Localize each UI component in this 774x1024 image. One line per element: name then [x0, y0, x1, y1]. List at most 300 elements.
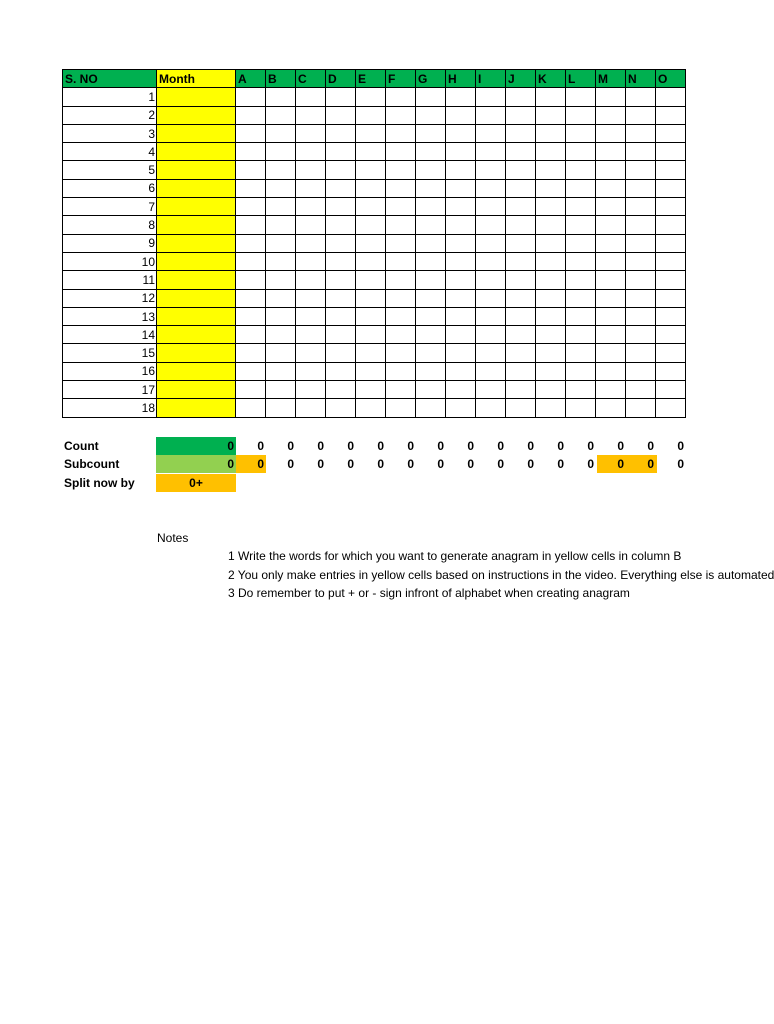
letter-cell[interactable] [296, 271, 326, 289]
letter-cell[interactable] [596, 381, 626, 399]
letter-cell[interactable] [506, 344, 536, 362]
letter-cell[interactable] [536, 307, 566, 325]
letter-cell[interactable] [356, 344, 386, 362]
letter-cell[interactable] [446, 234, 476, 252]
count-value[interactable]: 0 [497, 439, 504, 453]
letter-cell[interactable] [476, 326, 506, 344]
letter-cell[interactable] [236, 234, 266, 252]
letter-cell[interactable] [356, 161, 386, 179]
letter-cell[interactable] [296, 344, 326, 362]
letter-cell[interactable] [296, 381, 326, 399]
letter-cell[interactable] [656, 234, 686, 252]
letter-cell[interactable] [626, 234, 656, 252]
letter-cell[interactable] [506, 381, 536, 399]
month-input-cell[interactable] [157, 88, 236, 106]
letter-cell[interactable] [296, 399, 326, 417]
letter-cell[interactable] [506, 362, 536, 380]
letter-cell[interactable] [416, 326, 446, 344]
letter-cell[interactable] [596, 344, 626, 362]
letter-cell[interactable] [386, 271, 416, 289]
letter-cell[interactable] [476, 88, 506, 106]
letter-cell[interactable] [416, 143, 446, 161]
letter-cell[interactable] [356, 143, 386, 161]
letter-cell[interactable] [416, 88, 446, 106]
letter-cell[interactable] [566, 307, 596, 325]
letter-cell[interactable] [536, 216, 566, 234]
letter-header[interactable]: J [506, 70, 536, 88]
letter-cell[interactable] [296, 326, 326, 344]
letter-cell[interactable] [626, 106, 656, 124]
letter-cell[interactable] [266, 326, 296, 344]
letter-cell[interactable] [266, 161, 296, 179]
sno-cell[interactable]: 18 [63, 399, 157, 417]
letter-cell[interactable] [386, 399, 416, 417]
subcount-value[interactable]: 0 [257, 457, 264, 471]
letter-cell[interactable] [626, 124, 656, 142]
letter-cell[interactable] [416, 307, 446, 325]
letter-cell[interactable] [566, 88, 596, 106]
sno-cell[interactable]: 2 [63, 106, 157, 124]
subcount-value[interactable]: 0 [557, 457, 564, 471]
subcount-value[interactable]: 0 [287, 457, 294, 471]
letter-cell[interactable] [326, 399, 356, 417]
letter-cell[interactable] [296, 106, 326, 124]
letter-cell[interactable] [596, 161, 626, 179]
letter-cell[interactable] [266, 216, 296, 234]
letter-cell[interactable] [296, 143, 326, 161]
letter-cell[interactable] [296, 88, 326, 106]
letter-cell[interactable] [326, 106, 356, 124]
letter-cell[interactable] [476, 106, 506, 124]
month-input-cell[interactable] [157, 271, 236, 289]
month-input-cell[interactable] [157, 106, 236, 124]
letter-header[interactable]: A [236, 70, 266, 88]
letter-cell[interactable] [356, 326, 386, 344]
letter-cell[interactable] [596, 252, 626, 270]
month-input-cell[interactable] [157, 179, 236, 197]
letter-cell[interactable] [446, 88, 476, 106]
letter-cell[interactable] [296, 362, 326, 380]
letter-header[interactable]: C [296, 70, 326, 88]
letter-header[interactable]: I [476, 70, 506, 88]
letter-cell[interactable] [626, 381, 656, 399]
sno-cell[interactable]: 1 [63, 88, 157, 106]
letter-cell[interactable] [266, 143, 296, 161]
letter-cell[interactable] [656, 198, 686, 216]
letter-cell[interactable] [656, 124, 686, 142]
letter-cell[interactable] [326, 161, 356, 179]
letter-cell[interactable] [326, 307, 356, 325]
letter-cell[interactable] [416, 362, 446, 380]
letter-cell[interactable] [566, 381, 596, 399]
letter-header[interactable]: H [446, 70, 476, 88]
letter-cell[interactable] [266, 124, 296, 142]
sno-cell[interactable]: 15 [63, 344, 157, 362]
subcount-value[interactable]: 0 [407, 457, 414, 471]
sno-cell[interactable]: 9 [63, 234, 157, 252]
letter-cell[interactable] [266, 179, 296, 197]
letter-cell[interactable] [506, 289, 536, 307]
letter-cell[interactable] [446, 143, 476, 161]
month-input-cell[interactable] [157, 124, 236, 142]
letter-cell[interactable] [386, 326, 416, 344]
letter-cell[interactable] [536, 381, 566, 399]
letter-cell[interactable] [236, 179, 266, 197]
letter-cell[interactable] [476, 381, 506, 399]
subcount-value[interactable]: 0 [587, 457, 594, 471]
letter-cell[interactable] [656, 289, 686, 307]
letter-header[interactable]: D [326, 70, 356, 88]
letter-cell[interactable] [656, 252, 686, 270]
count-value[interactable]: 0 [317, 439, 324, 453]
letter-cell[interactable] [446, 362, 476, 380]
letter-cell[interactable] [386, 307, 416, 325]
letter-cell[interactable] [356, 124, 386, 142]
letter-cell[interactable] [266, 271, 296, 289]
count-value[interactable]: 0 [467, 439, 474, 453]
letter-cell[interactable] [596, 289, 626, 307]
letter-cell[interactable] [626, 88, 656, 106]
letter-cell[interactable] [656, 216, 686, 234]
letter-cell[interactable] [416, 271, 446, 289]
letter-cell[interactable] [506, 307, 536, 325]
month-input-cell[interactable] [157, 307, 236, 325]
sno-cell[interactable]: 6 [63, 179, 157, 197]
letter-cell[interactable] [626, 252, 656, 270]
letter-cell[interactable] [626, 271, 656, 289]
letter-cell[interactable] [536, 326, 566, 344]
letter-cell[interactable] [566, 106, 596, 124]
month-input-cell[interactable] [157, 344, 236, 362]
split-value-cell[interactable]: 0+ [189, 476, 203, 490]
letter-cell[interactable] [656, 362, 686, 380]
letter-cell[interactable] [476, 143, 506, 161]
sno-cell[interactable]: 17 [63, 381, 157, 399]
letter-cell[interactable] [596, 326, 626, 344]
count-value[interactable]: 0 [587, 439, 594, 453]
letter-cell[interactable] [356, 179, 386, 197]
letter-cell[interactable] [476, 179, 506, 197]
letter-cell[interactable] [446, 106, 476, 124]
letter-cell[interactable] [236, 161, 266, 179]
letter-cell[interactable] [626, 307, 656, 325]
letter-header[interactable]: B [266, 70, 296, 88]
letter-cell[interactable] [356, 106, 386, 124]
letter-cell[interactable] [296, 307, 326, 325]
letter-cell[interactable] [356, 289, 386, 307]
subcount-value[interactable]: 0 [497, 457, 504, 471]
letter-cell[interactable] [416, 381, 446, 399]
letter-cell[interactable] [386, 88, 416, 106]
letter-cell[interactable] [446, 124, 476, 142]
letter-cell[interactable] [266, 307, 296, 325]
count-value[interactable]: 0 [227, 439, 234, 453]
month-input-cell[interactable] [157, 143, 236, 161]
letter-cell[interactable] [356, 381, 386, 399]
letter-cell[interactable] [566, 252, 596, 270]
letter-cell[interactable] [566, 198, 596, 216]
sno-cell[interactable]: 5 [63, 161, 157, 179]
letter-cell[interactable] [386, 106, 416, 124]
sno-cell[interactable]: 12 [63, 289, 157, 307]
letter-cell[interactable] [596, 179, 626, 197]
letter-cell[interactable] [626, 362, 656, 380]
sno-cell[interactable]: 11 [63, 271, 157, 289]
letter-cell[interactable] [416, 399, 446, 417]
letter-cell[interactable] [506, 124, 536, 142]
letter-cell[interactable] [656, 271, 686, 289]
letter-header[interactable]: F [386, 70, 416, 88]
subcount-value[interactable]: 0 [437, 457, 444, 471]
count-value[interactable]: 0 [677, 439, 684, 453]
letter-cell[interactable] [236, 216, 266, 234]
letter-cell[interactable] [476, 307, 506, 325]
letter-cell[interactable] [416, 198, 446, 216]
letter-cell[interactable] [656, 143, 686, 161]
letter-cell[interactable] [506, 143, 536, 161]
letter-cell[interactable] [566, 289, 596, 307]
month-input-cell[interactable] [157, 381, 236, 399]
letter-cell[interactable] [386, 362, 416, 380]
month-input-cell[interactable] [157, 289, 236, 307]
letter-cell[interactable] [326, 124, 356, 142]
letter-cell[interactable] [326, 289, 356, 307]
letter-cell[interactable] [566, 344, 596, 362]
letter-cell[interactable] [416, 344, 446, 362]
letter-cell[interactable] [626, 179, 656, 197]
letter-cell[interactable] [596, 216, 626, 234]
letter-cell[interactable] [566, 326, 596, 344]
letter-cell[interactable] [296, 161, 326, 179]
letter-cell[interactable] [446, 326, 476, 344]
letter-cell[interactable] [536, 88, 566, 106]
month-input-cell[interactable] [157, 198, 236, 216]
month-input-cell[interactable] [157, 252, 236, 270]
letter-cell[interactable] [236, 326, 266, 344]
letter-cell[interactable] [416, 124, 446, 142]
subcount-value[interactable]: 0 [647, 457, 654, 471]
letter-cell[interactable] [536, 161, 566, 179]
sno-cell[interactable]: 14 [63, 326, 157, 344]
letter-cell[interactable] [236, 106, 266, 124]
letter-cell[interactable] [236, 271, 266, 289]
letter-cell[interactable] [296, 124, 326, 142]
letter-cell[interactable] [236, 124, 266, 142]
letter-cell[interactable] [356, 399, 386, 417]
letter-cell[interactable] [476, 124, 506, 142]
letter-cell[interactable] [416, 252, 446, 270]
letter-header[interactable]: O [656, 70, 686, 88]
letter-cell[interactable] [596, 88, 626, 106]
count-value[interactable]: 0 [407, 439, 414, 453]
letter-cell[interactable] [356, 307, 386, 325]
letter-cell[interactable] [266, 381, 296, 399]
sno-cell[interactable]: 10 [63, 252, 157, 270]
letter-cell[interactable] [536, 234, 566, 252]
count-value[interactable]: 0 [617, 439, 624, 453]
letter-cell[interactable] [326, 381, 356, 399]
letter-cell[interactable] [326, 271, 356, 289]
letter-cell[interactable] [386, 216, 416, 234]
count-value[interactable]: 0 [557, 439, 564, 453]
letter-cell[interactable] [566, 143, 596, 161]
letter-cell[interactable] [566, 234, 596, 252]
letter-cell[interactable] [266, 252, 296, 270]
letter-cell[interactable] [386, 124, 416, 142]
subcount-value[interactable]: 0 [677, 457, 684, 471]
letter-cell[interactable] [536, 198, 566, 216]
letter-cell[interactable] [626, 289, 656, 307]
letter-cell[interactable] [656, 179, 686, 197]
letter-cell[interactable] [236, 362, 266, 380]
letter-cell[interactable] [236, 344, 266, 362]
letter-cell[interactable] [416, 234, 446, 252]
letter-cell[interactable] [536, 179, 566, 197]
month-header[interactable]: Month [157, 70, 236, 88]
month-input-cell[interactable] [157, 234, 236, 252]
letter-cell[interactable] [506, 271, 536, 289]
letter-header[interactable]: K [536, 70, 566, 88]
letter-cell[interactable] [326, 344, 356, 362]
letter-cell[interactable] [626, 399, 656, 417]
letter-cell[interactable] [596, 271, 626, 289]
count-value[interactable]: 0 [647, 439, 654, 453]
letter-cell[interactable] [656, 344, 686, 362]
letter-cell[interactable] [626, 326, 656, 344]
letter-cell[interactable] [566, 271, 596, 289]
letter-cell[interactable] [296, 198, 326, 216]
letter-cell[interactable] [326, 88, 356, 106]
sno-cell[interactable]: 4 [63, 143, 157, 161]
letter-cell[interactable] [326, 252, 356, 270]
letter-cell[interactable] [236, 143, 266, 161]
count-value[interactable]: 0 [377, 439, 384, 453]
subcount-value[interactable]: 0 [617, 457, 624, 471]
letter-cell[interactable] [386, 143, 416, 161]
letter-cell[interactable] [656, 161, 686, 179]
letter-cell[interactable] [236, 289, 266, 307]
sno-cell[interactable]: 7 [63, 198, 157, 216]
letter-cell[interactable] [536, 124, 566, 142]
letter-cell[interactable] [326, 216, 356, 234]
subcount-value[interactable]: 0 [347, 457, 354, 471]
letter-cell[interactable] [506, 161, 536, 179]
letter-cell[interactable] [656, 88, 686, 106]
letter-cell[interactable] [296, 216, 326, 234]
letter-cell[interactable] [386, 179, 416, 197]
letter-cell[interactable] [446, 179, 476, 197]
letter-cell[interactable] [386, 198, 416, 216]
letter-cell[interactable] [536, 252, 566, 270]
letter-cell[interactable] [476, 399, 506, 417]
letter-cell[interactable] [566, 161, 596, 179]
letter-cell[interactable] [656, 106, 686, 124]
sno-cell[interactable]: 3 [63, 124, 157, 142]
letter-cell[interactable] [446, 252, 476, 270]
letter-cell[interactable] [566, 399, 596, 417]
letter-cell[interactable] [326, 179, 356, 197]
letter-cell[interactable] [356, 234, 386, 252]
letter-cell[interactable] [266, 289, 296, 307]
letter-cell[interactable] [266, 88, 296, 106]
letter-cell[interactable] [506, 198, 536, 216]
sno-header[interactable]: S. NO [63, 70, 157, 88]
count-value[interactable]: 0 [257, 439, 264, 453]
month-input-cell[interactable] [157, 362, 236, 380]
count-value[interactable]: 0 [527, 439, 534, 453]
letter-cell[interactable] [446, 198, 476, 216]
sno-cell[interactable]: 8 [63, 216, 157, 234]
letter-cell[interactable] [296, 252, 326, 270]
letter-cell[interactable] [326, 326, 356, 344]
letter-cell[interactable] [326, 234, 356, 252]
letter-cell[interactable] [596, 106, 626, 124]
letter-cell[interactable] [446, 271, 476, 289]
month-input-cell[interactable] [157, 161, 236, 179]
letter-cell[interactable] [536, 143, 566, 161]
letter-cell[interactable] [596, 234, 626, 252]
letter-cell[interactable] [386, 289, 416, 307]
letter-cell[interactable] [356, 88, 386, 106]
letter-cell[interactable] [236, 399, 266, 417]
letter-cell[interactable] [476, 198, 506, 216]
letter-cell[interactable] [386, 381, 416, 399]
letter-cell[interactable] [446, 381, 476, 399]
letter-cell[interactable] [476, 234, 506, 252]
letter-cell[interactable] [656, 399, 686, 417]
letter-header[interactable]: G [416, 70, 446, 88]
letter-cell[interactable] [566, 216, 596, 234]
letter-cell[interactable] [266, 198, 296, 216]
month-input-cell[interactable] [157, 399, 236, 417]
letter-cell[interactable] [536, 106, 566, 124]
letter-cell[interactable] [356, 252, 386, 270]
letter-header[interactable]: E [356, 70, 386, 88]
letter-cell[interactable] [596, 399, 626, 417]
letter-header[interactable]: N [626, 70, 656, 88]
letter-cell[interactable] [236, 307, 266, 325]
subcount-value[interactable]: 0 [317, 457, 324, 471]
count-value[interactable]: 0 [287, 439, 294, 453]
letter-cell[interactable] [416, 106, 446, 124]
letter-cell[interactable] [446, 344, 476, 362]
letter-cell[interactable] [416, 179, 446, 197]
letter-cell[interactable] [596, 124, 626, 142]
letter-cell[interactable] [626, 344, 656, 362]
letter-header[interactable]: L [566, 70, 596, 88]
letter-cell[interactable] [476, 252, 506, 270]
letter-cell[interactable] [296, 234, 326, 252]
letter-header[interactable]: M [596, 70, 626, 88]
sno-cell[interactable]: 13 [63, 307, 157, 325]
letter-cell[interactable] [596, 362, 626, 380]
subcount-value[interactable]: 0 [527, 457, 534, 471]
letter-cell[interactable] [446, 307, 476, 325]
letter-cell[interactable] [596, 143, 626, 161]
letter-cell[interactable] [356, 362, 386, 380]
letter-cell[interactable] [656, 326, 686, 344]
letter-cell[interactable] [506, 326, 536, 344]
letter-cell[interactable] [596, 198, 626, 216]
letter-cell[interactable] [536, 399, 566, 417]
letter-cell[interactable] [566, 362, 596, 380]
letter-cell[interactable] [506, 216, 536, 234]
letter-cell[interactable] [356, 216, 386, 234]
letter-cell[interactable] [536, 344, 566, 362]
letter-cell[interactable] [596, 307, 626, 325]
letter-cell[interactable] [386, 234, 416, 252]
letter-cell[interactable] [356, 271, 386, 289]
